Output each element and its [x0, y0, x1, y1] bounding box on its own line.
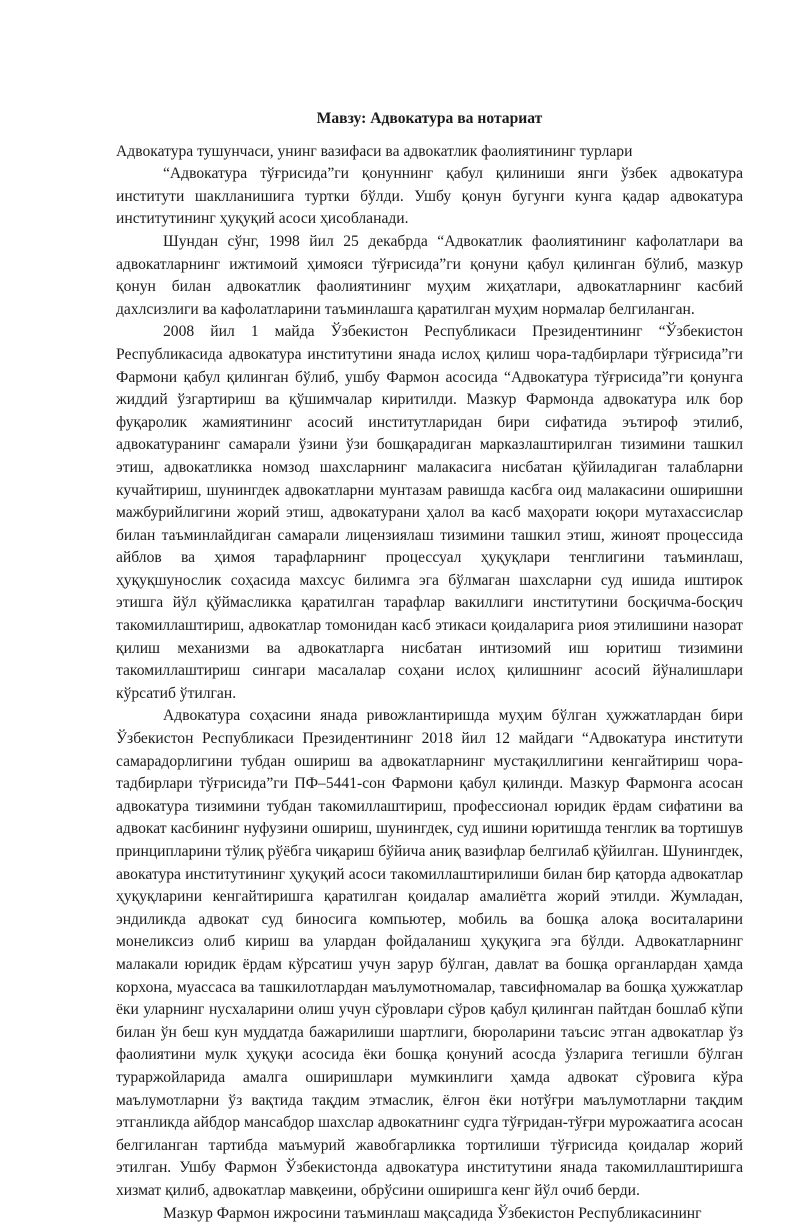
paragraph-5: Мазкур Фармон ижросини таъминлаш мақсадида Ўзбекистон Республикасининг — [116, 1203, 743, 1225]
paragraph-3: 2008 йил 1 майда Ўзбекистон Республикаси Президентининг “Ўзбекистон Республикасида адвокатура институтини янада ислоҳ қилиш чора-тадбирлари тўғрисида”ги Фармони қабул қилинган бўлиб, ушбу Фармон асосида “Адвокатура тўғрисида”ги қонунга жиддий ўзгартириш ва қўшимчалар киритилди. Мазкур Фармонда адвокатура илк бор фуқаролик жамиятининг асосий институтларидан бири сифатида эътироф этилиб, адвокатуранинг самарали ўзини ўзи бошқарадиган марказлаштирилган тизимини ташкил этиш, адвокатликка номзод шахсларнинг малакасига нисбатан қўйиладиган талабларни кучайтириш, шунингдек адвокатларни мунтазам равишда касбга оид малакасини оширишни мажбурийлигини жорий этиш, адвокатурани ҳалол ва касб маҳорати юқори мутахассислар билан таъминлайдиган самарали лицензиялаш тизимини ташкил этиш, жиноят процессида айблов ва ҳимоя тарафларнинг процессуал ҳуқуқлари тенглигини таъминлаш, ҳуқуқшунослик соҳасида махсус билимга эга бўлмаган шахсларни суд ишида иштирок этишга йўл қўймасликка қаратилган тарафлар вакиллиги институтини босқичма-босқич такомиллаштириш, адвокатлар томонидан касб этикаси қоидаларига риоя этилишини назорат қилиш механизми ва адвокатларга нисбатан интизомий иш юритиш тизимини такомиллаштириш сингари масалалар соҳани ислоҳ қилишнинг асосий йўналишлари кўрсатиб ўтилган. — [116, 321, 743, 705]
paragraph-4: Адвокатура соҳасини янада ривожлантиришда муҳим бўлган ҳужжатлардан бири Ўзбекистон Республикаси Президентининг 2018 йил 12 майдаги “Адвокатура институти самарадорлигини тубдан ошириш ва адвокатларнинг мустақиллигини кенгайтириш чора-тадбирлари тўғрисида”ги ПФ–5441-сон Фармони қабул қилинди. Мазкур Фармонга асосан адвокатура тизимини тубдан такомиллаштириш, профессионал юридик ёрдам сифатини ва адвокат касбининг нуфузини ошириш, шунингдек, суд ишини юритишда тенглик ва тортишув принципларини тўлиқ рўёбга чиқариш бўйича аниқ вазифлар белгилаб қўйилган. Шунингдек, авокатура институтининг ҳуқуқий асоси такомиллаштирилиши билан бир қаторда адвокатлар ҳуқуқларини кенгайтиришга қаратилган қоидалар амалиётга жорий этилди. Жумладан, эндиликда адвокат суд биносига компьютер, мобиль ва бошқа алоқа воситаларини монеликсиз олиб кириш ва улардан фойдаланиш ҳуқуқига эга бўлди. Адвокатларнинг малакали юридик ёрдам кўрсатиш учун зарур бўлган, давлат ва бошқа органлардан ҳамда корхона, муассаса ва ташкилотлардан маълумотномалар, тавсифномалар ва бошқа ҳужжатлар ёки уларнинг нусхаларини олиш учун сўровлари сўров қабул қилинган пайтдан бошлаб кўпи билан ўн беш кун муддатда бажарилиши шартлиги, бюроларини таъсис этган адвокатлар ўз фаолиятини мулк ҳуқуқи асосида ёки бошқа қонуний асосда ўзларига тегишли бўлган тураржойларида амалга оширишлари мумкинлиги ҳамда адвокат сўровига кўра маълумотларни ўз вақтида тақдим этмаслик, ёлғон ёки нотўғри маълумотларни тақдим этганликда айбдор мансабдор шахслар адвокатнинг судга тўғридан-тўғри мурожаатига асосан белгиланган тартибда маъмурий жавобгарликка тортилиши тўғрисида қоидалар жорий этилган. Ушбу Фармон Ўзбекистонда адвокатура институтини янада такомиллаштиришга хизмат қилиб, адвокатлар мавқеини, обрўсини оширишга кенг йўл очиб берди. — [116, 705, 743, 1202]
paragraph-2: Шундан сўнг, 1998 йил 25 декабрда “Адвокатлик фаолиятининг кафолатлари ва адвокатларнинг ижтимоий ҳимояси тўғрисида”ги қонуни қабул қилинган бўлиб, мазкур қонун билан адвокатлик фаолиятининг муҳим жиҳатлари, адвокатларнинг касбий дахлсизлиги ва кафолатларини таъминлашга қаратилган муҳим нормалар белгиланган. — [116, 231, 743, 321]
document-body — [116, 108, 743, 1225]
document-title: Мавзу: Адвокатура ва нотариат — [116, 108, 743, 131]
document-subtitle: Адвокатура тушунчаси, унинг вазифаси ва адвокатлик фаолиятининг турлари — [116, 141, 743, 164]
paragraph-1: “Адвокатура тўғрисида”ги қонуннинг қабул қилиниши янги ўзбек адвокатура институти шаклланишига туртки бўлди. Ушбу қонун бугунги кунга қадар адвокатура институтининг ҳуқуқий асоси ҳисобланади. — [116, 163, 743, 231]
